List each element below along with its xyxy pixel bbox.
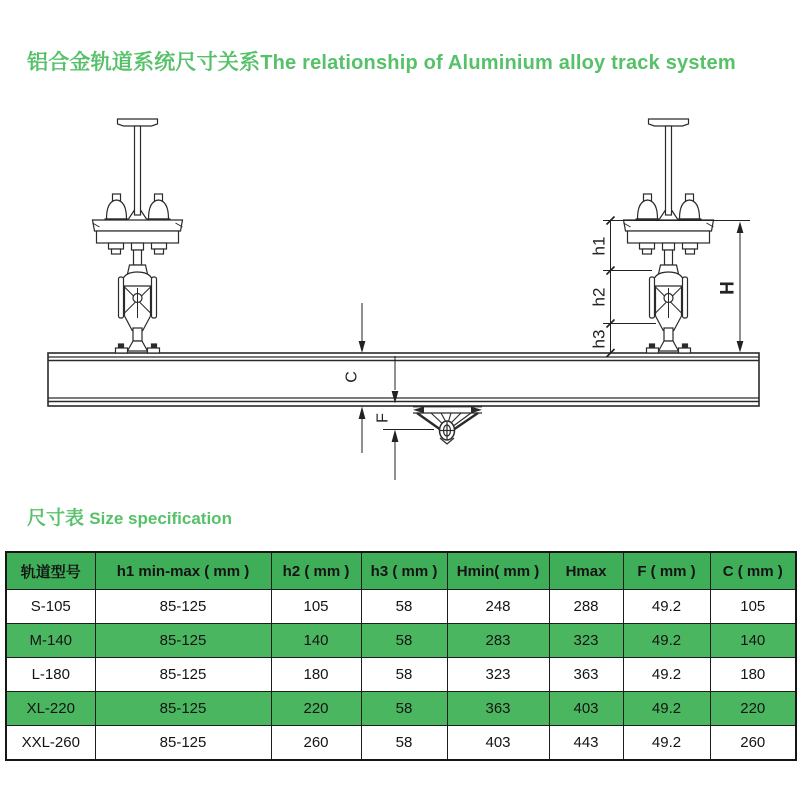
table-row (6, 692, 796, 726)
under-rail-trolley (413, 407, 482, 444)
column-header: h2 ( mm ) (271, 552, 361, 590)
value-cell: 85-125 (95, 692, 271, 726)
size-specification-table (5, 551, 797, 761)
model-cell: S-105 (6, 590, 95, 624)
column-header: Hmin( mm ) (447, 552, 549, 590)
page-title-en: The relationship of Aluminium alloy track system (260, 52, 736, 74)
column-header: h1 min-max ( mm ) (95, 552, 271, 590)
page-title-zh: 铝合金轨道系统尺寸关系 (27, 51, 261, 74)
dim-label-h2: h2 (589, 287, 609, 307)
value-cell: 220 (271, 692, 361, 726)
dim-label-H: H (717, 281, 739, 295)
value-cell: 283 (447, 624, 549, 658)
value-cell: 363 (549, 658, 623, 692)
value-cell: 443 (549, 726, 623, 761)
value-cell: 260 (710, 726, 796, 761)
section-heading-zh: 尺寸表 (27, 508, 85, 529)
value-cell: 85-125 (95, 726, 271, 761)
value-cell: 180 (271, 658, 361, 692)
value-cell: 105 (271, 590, 361, 624)
column-header: h3 ( mm ) (361, 552, 447, 590)
table-header-row (6, 552, 796, 590)
column-header: C ( mm ) (710, 552, 796, 590)
section-heading (27, 503, 232, 530)
value-cell: 403 (447, 726, 549, 761)
value-cell: 105 (710, 590, 796, 624)
value-cell: 403 (549, 692, 623, 726)
value-cell: 180 (710, 658, 796, 692)
table-row (6, 658, 796, 692)
value-cell: 323 (549, 624, 623, 658)
value-cell: 260 (271, 726, 361, 761)
model-cell: M-140 (6, 624, 95, 658)
column-header: Hmax (549, 552, 623, 590)
dim-label-h1: h1 (589, 236, 609, 256)
value-cell: 49.2 (623, 726, 710, 761)
value-cell: 363 (447, 692, 549, 726)
value-cell: 49.2 (623, 658, 710, 692)
value-cell: 220 (710, 692, 796, 726)
value-cell: 140 (710, 624, 796, 658)
table-row (6, 590, 796, 624)
rail-track (48, 353, 759, 406)
value-cell: 49.2 (623, 692, 710, 726)
dim-label-C: C (343, 371, 361, 383)
column-header: F ( mm ) (623, 552, 710, 590)
value-cell: 58 (361, 590, 447, 624)
value-cell: 58 (361, 692, 447, 726)
section-heading-en: Size specification (89, 509, 232, 528)
value-cell: 49.2 (623, 624, 710, 658)
value-cell: 140 (271, 624, 361, 658)
value-cell: 58 (361, 658, 447, 692)
value-cell: 85-125 (95, 590, 271, 624)
dim-label-h3: h3 (589, 329, 609, 349)
table-row (6, 624, 796, 658)
value-cell: 288 (549, 590, 623, 624)
value-cell: 58 (361, 726, 447, 761)
dim-label-F: F (374, 413, 392, 423)
hanger-assembly-left (93, 119, 183, 353)
value-cell: 323 (447, 658, 549, 692)
value-cell: 49.2 (623, 590, 710, 624)
model-cell: XL-220 (6, 692, 95, 726)
column-header: 轨道型号 (6, 552, 95, 590)
model-cell: L-180 (6, 658, 95, 692)
value-cell: 248 (447, 590, 549, 624)
hanger-assembly-right (624, 119, 714, 353)
value-cell: 85-125 (95, 658, 271, 692)
table-row (6, 726, 796, 761)
value-cell: 85-125 (95, 624, 271, 658)
value-cell: 58 (361, 624, 447, 658)
model-cell: XXL-260 (6, 726, 95, 761)
